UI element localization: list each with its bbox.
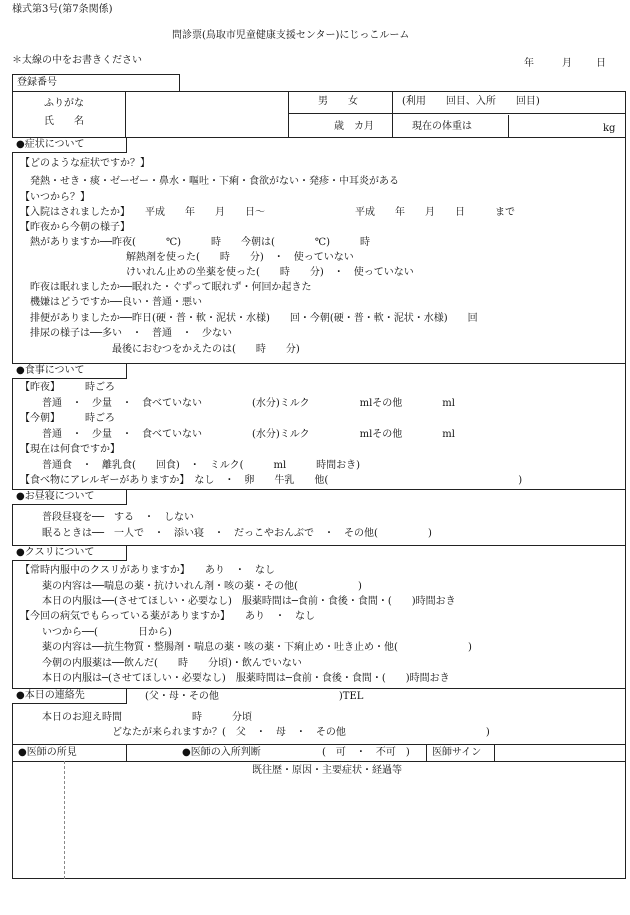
history-label: 既往歴・原因・主要症状・経過等 <box>252 765 402 776</box>
usage-count: (利用 回目、入所 回目) <box>402 96 540 107</box>
contact-who[interactable]: (父・母・その他 )TEL <box>145 691 364 702</box>
divider <box>426 744 427 761</box>
divider <box>494 744 495 761</box>
sleep-method-question[interactable]: 眠るときは── 一人で ・ 添い寝 ・ だっこやおんぶで ・ その他( ) <box>42 528 432 539</box>
medicine-heading: ●クスリについて <box>12 546 127 561</box>
doctor-judgement-options[interactable]: ( 可 ・ 不可 ) <box>322 747 410 758</box>
symptoms-question: 【どのような症状ですか？】 <box>20 158 150 169</box>
bowel-question[interactable]: 排便がありましたか──昨日(硬・普・軟・泥状・水様) 回・今朝(硬・普・軟・泥状・水様) 回 <box>30 313 478 324</box>
this-morning-meal[interactable]: 【今朝】 時ごろ <box>20 413 115 424</box>
registration-box[interactable] <box>12 74 180 92</box>
weight-label: 現在の体重は <box>412 121 472 132</box>
date-year[interactable]: 年 <box>524 58 534 69</box>
contact-heading: ●本日の連絡先 <box>12 689 127 704</box>
urination-question[interactable]: 排尿の様子は──多い ・ 普通 ・ 少ない <box>30 328 233 339</box>
doctor-opinion-label: ●医師の所見 <box>18 747 77 758</box>
divider <box>126 744 127 761</box>
registration-label: 登録番号 <box>17 77 57 88</box>
regular-medicine-question[interactable]: 【常時内服中のクスリがありますか】 あり ・ なし <box>20 565 275 576</box>
divider <box>288 91 289 137</box>
pickup-person[interactable]: どなたが来られますか？( 父 ・ 母 ・ その他 ) <box>112 727 490 738</box>
name-label: 氏 名 <box>44 116 84 127</box>
today-medicine[interactable]: 本日の内服は─(させてほしい・必要なし) 服薬時間は─食前・食後・食間・( )時間おき <box>42 673 450 684</box>
divider <box>12 761 626 762</box>
date-day[interactable]: 日 <box>596 58 606 69</box>
mood-question[interactable]: 機嫌はどうですか──良い・普通・悪い <box>30 297 203 308</box>
form-title: 問診票(鳥取市児童健康支援センター)にじっこルーム <box>172 30 410 41</box>
current-meal-options[interactable]: 普通食 ・ 離乳食( 回食) ・ ミルク( ml 時間おき) <box>42 460 361 471</box>
fever-question[interactable]: 熱がありますか──昨夜( ℃) 時 今朝は( ℃) 時 <box>30 237 371 248</box>
antipyretic-question[interactable]: 解熱剤を使った( 時 分) ・ 使っていない <box>126 252 354 263</box>
divider <box>508 115 509 137</box>
hospitalization-question[interactable]: 【入院はされましたか】 平成 年 月 日～ 平成 年 月 日 まで <box>20 207 515 218</box>
meals-heading: ●食事について <box>12 364 127 379</box>
divider <box>288 113 626 114</box>
current-meal-question: 【現在は何食ですか】 <box>20 444 120 455</box>
divider <box>64 761 65 879</box>
sleep-question[interactable]: 昨夜は眠れましたか──眠れた・ぐずって眠れず・何回か起きた <box>30 282 312 293</box>
this-morning-amount[interactable]: 普通 ・ 少量 ・ 食べていない (水分)ミルク mlその他 ml <box>42 429 455 440</box>
current-medicine-question[interactable]: 【今回の病気でもらっている薬がありますか】 あり ・ なし <box>20 611 315 622</box>
last-night-amount[interactable]: 普通 ・ 少量 ・ 食べていない (水分)ミルク mlその他 ml <box>42 398 455 409</box>
anticonvulsant-question[interactable]: けいれん止めの坐薬を使った( 時 分) ・ 使っていない <box>126 267 414 278</box>
divider <box>392 91 393 137</box>
pickup-time[interactable]: 本日のお迎え時間 時 分頃 <box>42 712 252 723</box>
age-field[interactable]: 歳 カ月 <box>334 121 374 132</box>
current-medicine-content[interactable]: 薬の内容は──抗生物質・整腸剤・喘息の薬・咳の薬・下痢止め・吐き止め・他( ) <box>42 642 472 653</box>
overnight-heading: 【昨夜から今朝の様子】 <box>20 222 130 233</box>
form-number: 様式第3号(第7条関係) <box>12 4 113 15</box>
diaper-question[interactable]: 最後におむつをかえたのは( 時 分) <box>112 344 300 355</box>
gender-options[interactable]: 男 女 <box>318 96 358 107</box>
furigana-label: ふりがな <box>44 98 84 109</box>
regular-medicine-content[interactable]: 薬の内容は──喘息の薬・抗けいれん剤・咳の薬・その他( ) <box>42 581 362 592</box>
nap-heading: ●お昼寝について <box>12 490 127 505</box>
symptoms-options[interactable]: 発熱・せき・痰・ゼーゼー・鼻水・嘔吐・下痢・食欲がない・発疹・中耳炎がある <box>30 176 399 187</box>
doctor-judgement-label: ●医師の入所判断 <box>182 747 261 758</box>
last-night-meal[interactable]: 【昨夜】 時ごろ <box>20 382 115 393</box>
morning-medicine[interactable]: 今朝の内服薬は──飲んだ( 時 分頃)・飲んでいない <box>42 658 302 669</box>
regular-medicine-today[interactable]: 本日の内服は──(させてほしい・必要なし) 服薬時間は─食前・食後・食間・( )時間おき <box>42 596 456 607</box>
instruction-note: ＊太線の中をお書きください <box>12 55 142 66</box>
allergy-question[interactable]: 【食べ物にアレルギーがありますか】 なし ・ 卵 牛乳 他( ) <box>20 475 523 486</box>
nap-question[interactable]: 普段昼寝を── する ・ しない <box>42 512 195 523</box>
symptoms-heading: ●症状について <box>12 138 127 153</box>
date-month[interactable]: 月 <box>562 58 572 69</box>
current-medicine-since[interactable]: いつから──( 日から) <box>42 627 172 638</box>
weight-unit: kg <box>603 123 616 134</box>
divider <box>12 744 626 745</box>
doctor-signature-label: 医師サイン <box>432 747 482 758</box>
divider <box>125 91 126 137</box>
since-when-question: 【いつから？】 <box>20 192 90 203</box>
